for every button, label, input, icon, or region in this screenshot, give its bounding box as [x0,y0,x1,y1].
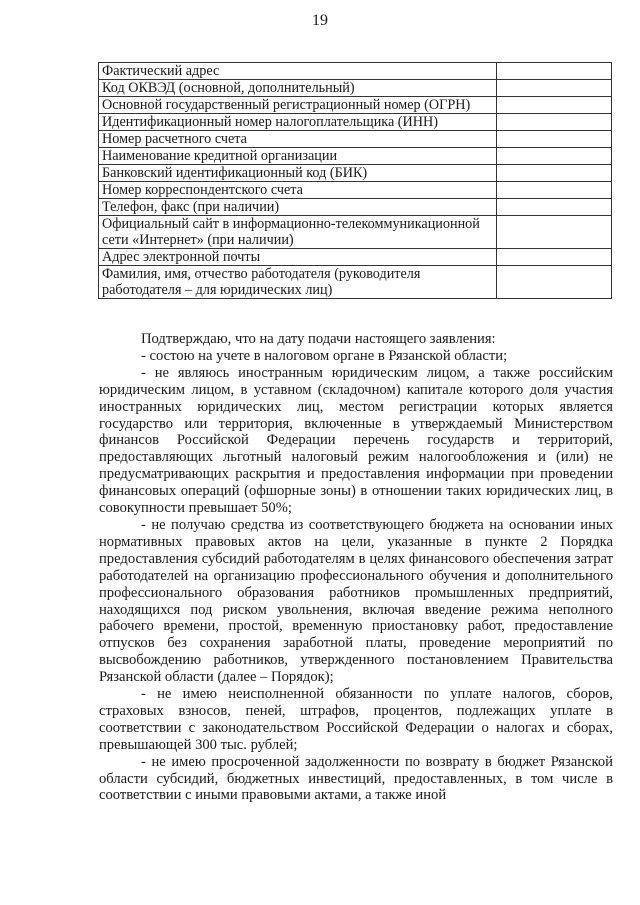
row-value [496,216,611,249]
table-row [99,216,612,249]
row-value [496,199,611,216]
table-row [99,63,612,80]
row-value [496,182,611,199]
row-label: Основной государственный регистрационный номер (ОГРН) [99,97,497,114]
table-row [99,97,612,114]
row-label: Фактический адрес [99,63,497,80]
row-label: Идентификационный номер налогоплательщика (ИНН) [99,114,497,131]
condition-paragraph: - не имею неисполненной обязанности по уплате налогов, сборов, страховых взносов, пеней, штрафов, процентов, подлежащих уплате в соответствии с законодательством Российской Федерации о налогах и сборах, превышающей 300 тыс. рублей; [99,686,613,753]
condition-paragraph: - не имею просроченной задолженности по возврату в бюджет Рязанской области субсидий, бюджетных инвестиций, предоставленных, в том числе в соответствии с иными правовыми актами, а также иной [99,753,613,804]
row-value [496,80,611,97]
table-row [99,182,612,199]
row-label: Адрес электронной почты [99,249,497,266]
confirmation-text [99,331,613,804]
row-label: Фамилия, имя, отчество работодателя (руководителя работодателя – для юридических лиц) [99,266,497,299]
row-label: Наименование кредитной организации [99,148,497,165]
employer-info-table [98,62,612,299]
table-row [99,80,612,97]
row-label: Код ОКВЭД (основной, дополнительный) [99,80,497,97]
page-number: 19 [312,12,328,29]
row-label: Банковский идентификационный код (БИК) [99,165,497,182]
table-row [99,131,612,148]
condition-paragraph: - не являюсь иностранным юридическим лицом, а также российским юридическим лицом, в уставном (складочном) капитале которого доля участия иностранных юридических лиц, местом регистрации которых является государство или территория, включенные в утверждаемый Министерством финансов Российской Федерации перечень государств и территорий, предоставляющих льготный налоговый режим налогообложения и (или) не предусматривающих раскрытия и предоставления информации при проведении финансовых операций (офшорные зоны) в отношении таких юридических лиц, в совокупности превышает 50%; [99,364,613,517]
row-value [496,63,611,80]
row-value [496,148,611,165]
row-value [496,97,611,114]
row-value [496,249,611,266]
row-label: Телефон, факс (при наличии) [99,199,497,216]
table-row [99,114,612,131]
table-row [99,165,612,182]
row-value [496,131,611,148]
condition-paragraph: - состою на учете в налоговом органе в Рязанской области; [141,347,508,364]
row-label: Номер корреспондентского счета [99,182,497,199]
table-row [99,199,612,216]
row-value [496,266,611,299]
row-label: Официальный сайт в информационно-телекоммуникационной сети «Интернет» (при наличии) [99,216,497,249]
row-value [496,114,611,131]
condition-paragraph: - не получаю средства из соответствующего бюджета на основании иных нормативных правовых актов на цели, указанные в пункте 2 Порядка предоставления субсидий работодателям в целях финансового обеспечения затрат работодателей на организацию профессионального обучения и дополнительного профессионального образования работников промышленных предприятий, находящихся под риском увольнения, включая введение режима неполного рабочего времени, простой, временную приостановку работ, предоставление отпусков без сохранения заработной платы, проведение мероприятий по высвобождению работников, утвержденного постановлением Правительства Рязанской области (далее – Порядок); [99,516,613,686]
table-row [99,266,612,299]
row-label: Номер расчетного счета [99,131,497,148]
row-value [496,165,611,182]
table-row [99,148,612,165]
table-row [99,249,612,266]
intro-paragraph: Подтверждаю, что на дату подачи настоящего заявления: [141,331,496,347]
